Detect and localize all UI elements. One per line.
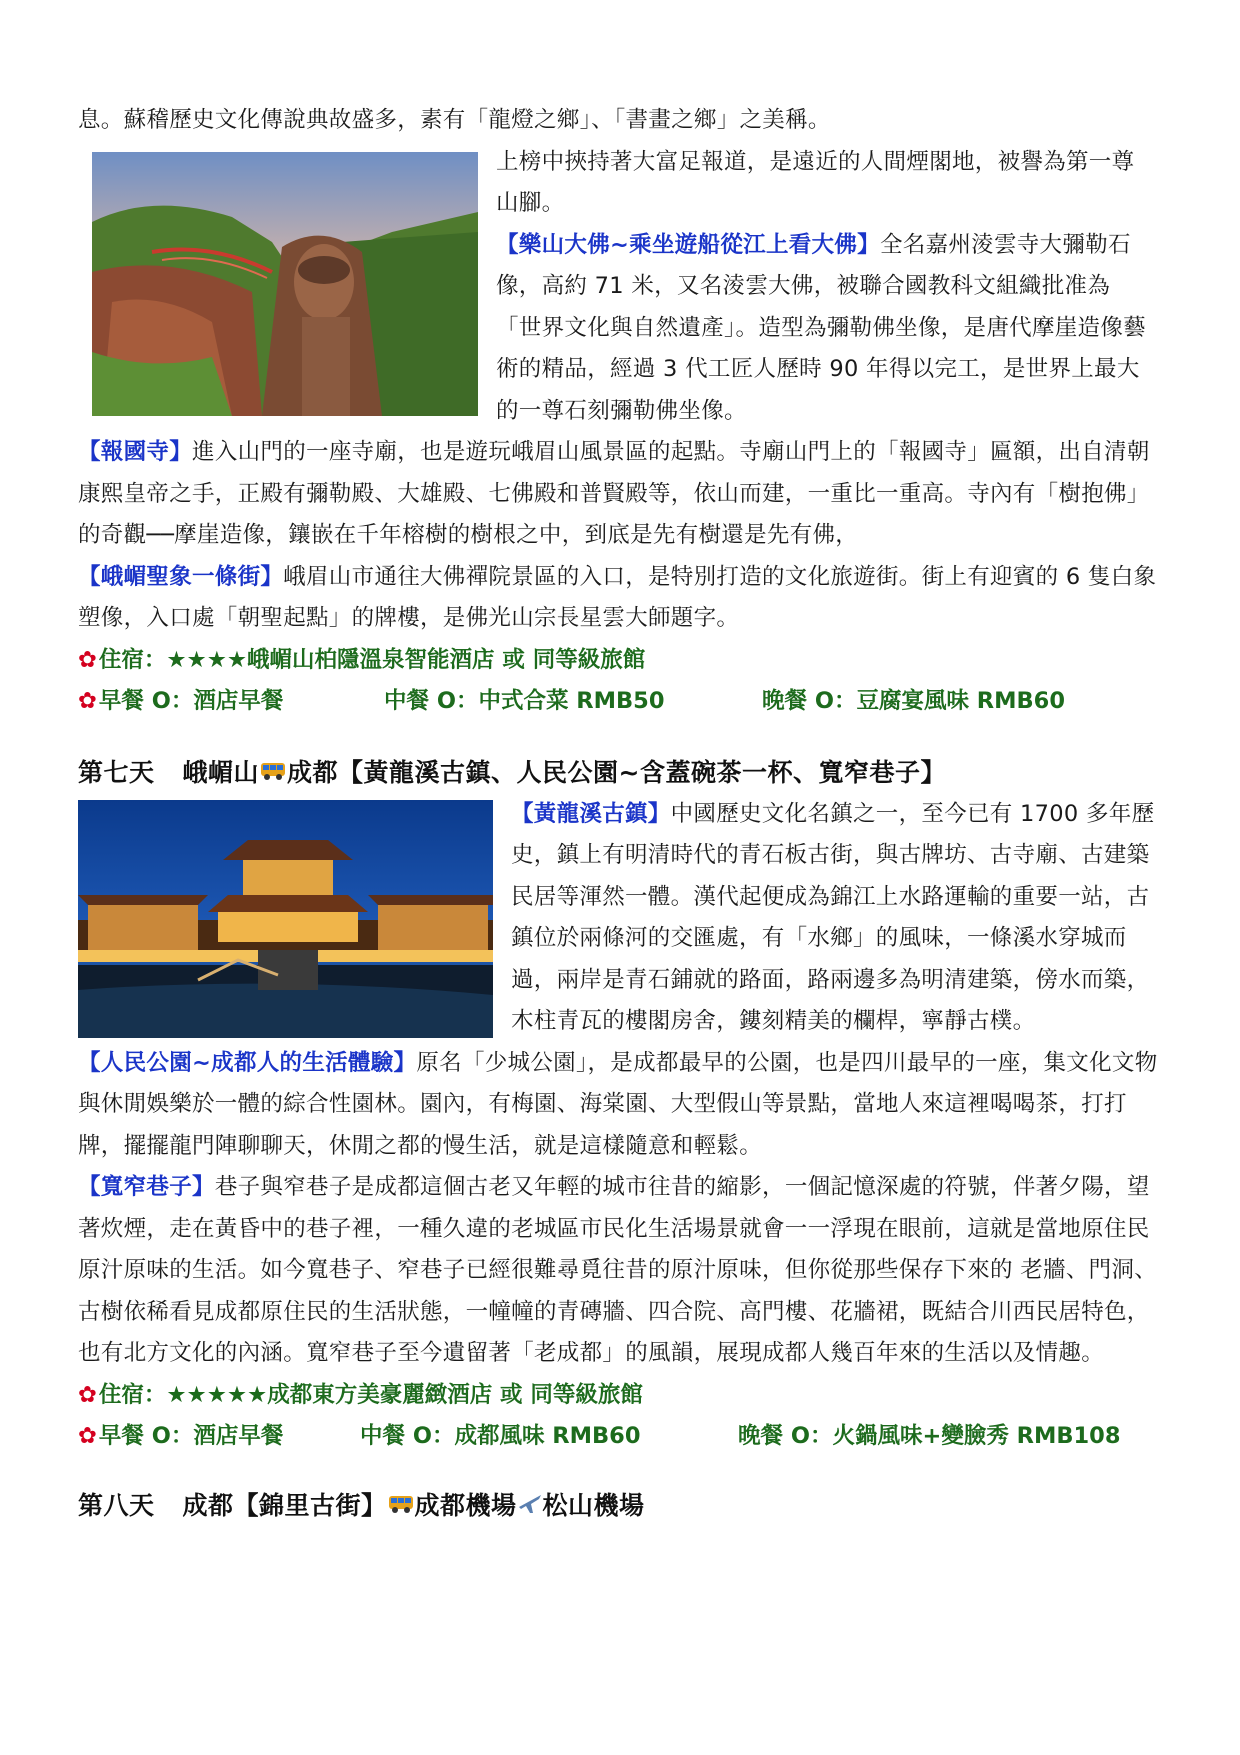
bus-icon: [387, 1487, 415, 1527]
airplane-icon: [517, 1487, 543, 1527]
baoguo-text: 進入山門的一座寺廟，也是遊玩峨眉山風景區的起點。寺廟山門上的「報國寺」匾額，出自清朝康熙皇帝之手，正殿有彌勒殿、大雄殿、七佛殿和普賢殿等，依山而建，一重比一重高。寺內有「樹抱佛」的奇觀──摩崖造像，鑲嵌在千年榕樹的樹根之中，到底是先有樹還是先有佛，: [78, 439, 1150, 548]
day7-to: 成都【黃龍溪古鎮、人民公園~含蓋碗茶一杯、寬窄巷子】: [287, 757, 946, 787]
day7-meals: [78, 1416, 1163, 1458]
day7-heading: [78, 753, 1163, 794]
emei-street-text: 峨眉山市通往大佛禪院景區的入口，是特別打造的文化旅遊街。街上有迎賓的 6 隻白象塑像，入口處「朝聖起點」的牌樓，是佛光山宗長星雲大師題字。: [78, 563, 1157, 631]
day7-label: 第七天: [78, 757, 155, 787]
day7-breakfast: 早餐 O：酒店早餐: [98, 1423, 284, 1449]
leshan-intro-text: 上榜中挾持著大富足報道，是遠近的人間煙閣地，被譽為第一尊山腳。: [496, 148, 1135, 216]
leshan-text: 全名嘉州淩雲寺大彌勒石像，高約 71 米，又名淩雲大佛，被聯合國教科文組織批准為「世界文化與自然遺產」。造型為彌勒佛坐像，是唐代摩崖造像藝術的精品，經過 3 代工匠人歷時 90 年得以完工，是世界上最大的一尊石刻彌勒佛坐像。: [496, 231, 1146, 424]
huanglongxi-night-photo: [78, 800, 493, 1038]
kuanzhai-paragraph: [78, 1167, 1163, 1375]
kuanzhai-text: 巷子與窄巷子是成都這個古老又年輕的城市往昔的縮影，一個記憶深處的符號，伴著夕陽，望著炊煙，走在黃昏中的巷子裡，一種久違的老城區市民化生活場景就會一一浮現在眼前，這就是當地原住民原汁原味的生活。如今寬巷子、窄巷子已經很難尋覓往昔的原汁原味，但你從那些保存下來的 老牆、門洞、古樹依稀看見成都原住民的生活狀態，一幢幢的青磚牆、四合院、高門樓、花牆裙，既結合川西民居特色，也有北方文化的內涵。寬窄巷子至今遺留著「老成都」的風韻，展現成都人幾百年來的生活以及情趣。: [78, 1174, 1158, 1366]
day7-hotel: [78, 1375, 1163, 1417]
flower-icon: ✿: [78, 646, 97, 673]
leshan-buddha-photo: [92, 152, 478, 416]
day7-dinner: 晚餐 O：火鍋風味+變臉秀 RMB108: [738, 1423, 1121, 1449]
baoguo-title: 【報國寺】: [78, 439, 193, 465]
day7-lunch: 中餐 O：成都風味 RMB60: [360, 1423, 641, 1449]
day8-part1: 成都【錦里古街】: [182, 1490, 387, 1520]
day6-lunch: 中餐 O：中式合菜 RMB50: [384, 688, 665, 714]
itinerary-page: [78, 100, 1163, 1527]
baoguo-paragraph: [78, 432, 1163, 557]
huanglongxi-title: 【黃龍溪古鎮】: [511, 800, 671, 827]
huanglongxi-text: 中國歷史文化名鎮之一，至今已有 1700 多年歷史，鎮上有明清時代的青石板古街，與古牌坊、古寺廟、古建築民居等渾然一體。漢代起便成為錦江上水路運輸的重要一站，古鎮位於兩條河的交匯處，有「水鄉」的風味，一條溪水穿城而過，兩岸是青石鋪就的路面，路兩邊多為明清建築，傍水而築，木柱青瓦的樓閣房舍，鏤刻精美的欄桿，寧靜古樸。: [511, 800, 1155, 1034]
day8-heading: [78, 1486, 1163, 1527]
leshan-block: [78, 142, 1163, 433]
flower-icon: ✿: [78, 1381, 97, 1408]
day6-breakfast: 早餐 O：酒店早餐: [98, 688, 284, 714]
day7-hotel-text: 住宿：★★★★★成都東方美豪麗緻酒店 或 同等級旅館: [98, 1381, 643, 1408]
kuanzhai-title: 【寬窄巷子】: [78, 1174, 215, 1200]
emei-street-title: 【峨嵋聖象一條街】: [78, 563, 284, 590]
flower-icon: ✿: [78, 1423, 97, 1449]
day7-from: 峨嵋山: [182, 757, 260, 787]
peoples-park-paragraph: [78, 1043, 1163, 1168]
day8-label: 第八天: [78, 1490, 155, 1520]
bus-icon: [259, 754, 287, 794]
huanglongxi-block: [78, 794, 1163, 1043]
day6-hotel: [78, 640, 1163, 682]
day6-hotel-text: 住宿：★★★★峨嵋山柏隱溫泉智能酒店 或 同等級旅館: [98, 646, 646, 673]
leshan-title: 【樂山大佛~乘坐遊船從江上看大佛】: [496, 231, 880, 258]
day6-meals: [78, 681, 1163, 723]
peoples-park-title: 【人民公園~成都人的生活體驗】: [78, 1049, 417, 1076]
day6-dinner: 晚餐 O：豆腐宴風味 RMB60: [762, 688, 1065, 714]
flower-icon: ✿: [78, 688, 97, 714]
day8-part2: 成都機場: [414, 1490, 517, 1520]
intro-line: 息。蘇稽歷史文化傳說典故盛多，素有「龍燈之鄉」、「書畫之鄉」之美稱。: [78, 107, 831, 133]
day8-part3: 松山機場: [542, 1490, 645, 1520]
emei-street-paragraph: [78, 557, 1163, 640]
peoples-park-text: 原名「少城公園」，是成都最早的公園，也是四川最早的一座，集文化文物與休閒娛樂於一體的綜合性園林。園內，有梅園、海棠園、大型假山等景點，當地人來這裡喝喝茶，打打牌，擺擺龍門陣聊聊天，休閒之都的慢生活，就是這樣隨意和輕鬆。: [78, 1049, 1158, 1159]
